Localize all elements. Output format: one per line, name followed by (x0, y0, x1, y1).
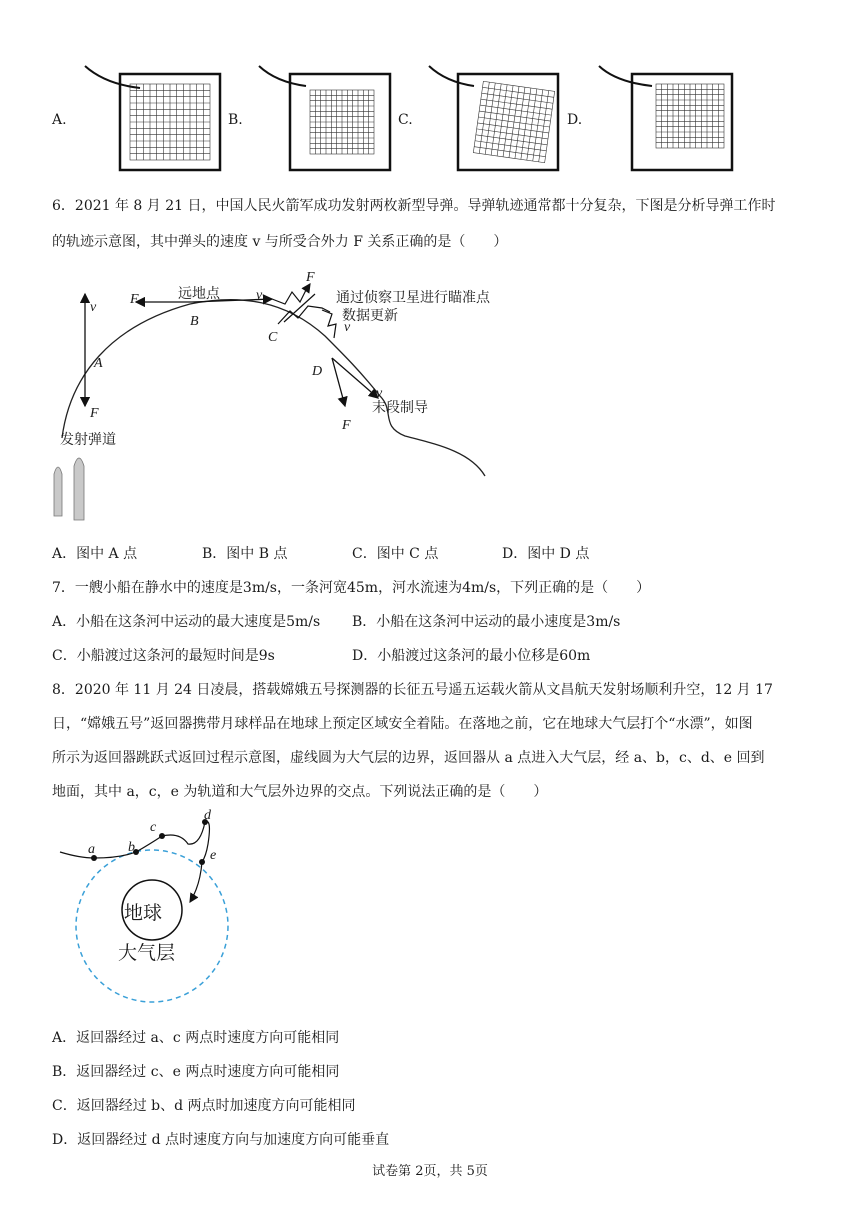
label-terminal: 末段制导 (372, 400, 428, 416)
q5-option-a-label[interactable]: A. (52, 112, 67, 128)
label-f-a: F (90, 406, 99, 421)
label-atmosphere: 大气层 (118, 942, 176, 964)
q6-option-c[interactable]: C．图中 C 点 (352, 546, 439, 562)
label-point-a: A (94, 356, 103, 371)
label-point-d: D (312, 364, 323, 379)
q5-figure-d (594, 62, 744, 174)
q8-stem-line4: 地面，其中 a，c，e 为轨道和大气层外边界的交点。下列说法正确的是（ ） (52, 784, 548, 800)
label-v-d: v (376, 386, 383, 401)
rocket-icon (54, 458, 84, 520)
q8-option-a[interactable]: A．返回器经过 a、c 两点时速度方向可能相同 (52, 1030, 340, 1046)
q7-stem: 7．一艘小船在静水中的速度是3m/s，一条河宽45m，河水流速为4m/s，下列正确的是（ ） (52, 580, 651, 596)
q8-stem-line2: 日，“嫦娥五号”返回器携带月球样品在地球上预定区域安全着陆。在落地之前，它在地球大气层打个“水漂”，如图 (52, 716, 753, 732)
label-e: e (210, 848, 217, 863)
label-f-c: F (306, 270, 315, 285)
q7-option-d[interactable]: D．小船渡过这条河的最小位移是60m (352, 648, 591, 664)
q6-option-b[interactable]: B．图中 B 点 (202, 546, 288, 562)
q7-option-a[interactable]: A．小船在这条河中运动的最大速度是5m/s (52, 614, 321, 630)
q6-option-a[interactable]: A．图中 A 点 (52, 546, 138, 562)
label-d: d (204, 808, 211, 823)
grid-b (310, 90, 374, 154)
q8-stem-line3: 所示为返回器跳跃式返回过程示意图，虚线圆为大气层的边界，返回器从 a 点进入大气层，经 a、b，c、d、e 回到 (52, 750, 765, 766)
label-f-d: F (342, 418, 351, 433)
label-data-update: 数据更新 (342, 308, 398, 324)
q7-option-c[interactable]: C．小船渡过这条河的最短时间是9s (52, 648, 275, 664)
q6-stem-line2: 的轨迹示意图，其中弹头的速度 v 与所受合外力 F 关系正确的是（ ） (52, 234, 508, 250)
page-footer: 试卷第 2页，共 5页 (372, 1164, 488, 1179)
label-point-c: C (268, 330, 278, 345)
q5-option-d-label[interactable]: D. (567, 112, 583, 128)
q8-option-b[interactable]: B．返回器经过 c、e 两点时速度方向可能相同 (52, 1064, 340, 1080)
label-point-b: B (190, 314, 199, 329)
label-earth: 地球 (124, 902, 163, 924)
label-recon: 通过侦察卫星进行瞄准点 (336, 290, 490, 306)
trajectory-curve (62, 300, 485, 476)
label-f-b: F (130, 292, 139, 307)
label-v-a: v (90, 300, 97, 315)
label-b: b (128, 840, 135, 855)
grid-c (473, 81, 554, 162)
q8-option-c[interactable]: C．返回器经过 b、d 两点时加速度方向可能相同 (52, 1098, 356, 1114)
grid-d (656, 84, 724, 148)
q6-option-d[interactable]: D．图中 D 点 (502, 546, 590, 562)
q5-figure-a (80, 62, 230, 174)
q7-option-b[interactable]: B．小船在这条河中运动的最小速度是3m/s (352, 614, 621, 630)
grid-a (130, 84, 210, 160)
label-far-point: 远地点 (178, 286, 220, 302)
label-launch: 发射弹道 (60, 432, 116, 448)
q8-option-d[interactable]: D．返回器经过 d 点时速度方向与加速度方向可能垂直 (52, 1132, 390, 1148)
q6-stem-line1: 6．2021 年 8 月 21 日，中国人民火箭军成功发射两枚新型导弹。导弹轨迹通常都十分复杂，下图是分析导弹工作时 (52, 198, 776, 214)
q5-figure-b (254, 62, 404, 174)
label-v-c: v (344, 320, 351, 335)
label-v-b: v (256, 288, 263, 303)
q8-stem-line1: 8．2020 年 11 月 24 日凌晨，搭载嫦娥五号探测器的长征五号遥五运载火箭从文昌航天发射场顺利升空，12 月 17 (52, 682, 773, 698)
q5-option-c-label[interactable]: C. (398, 112, 413, 128)
label-a: a (88, 842, 95, 857)
q5-figure-c (424, 62, 574, 174)
label-c: c (150, 820, 157, 835)
q5-option-b-label[interactable]: B. (228, 112, 243, 128)
